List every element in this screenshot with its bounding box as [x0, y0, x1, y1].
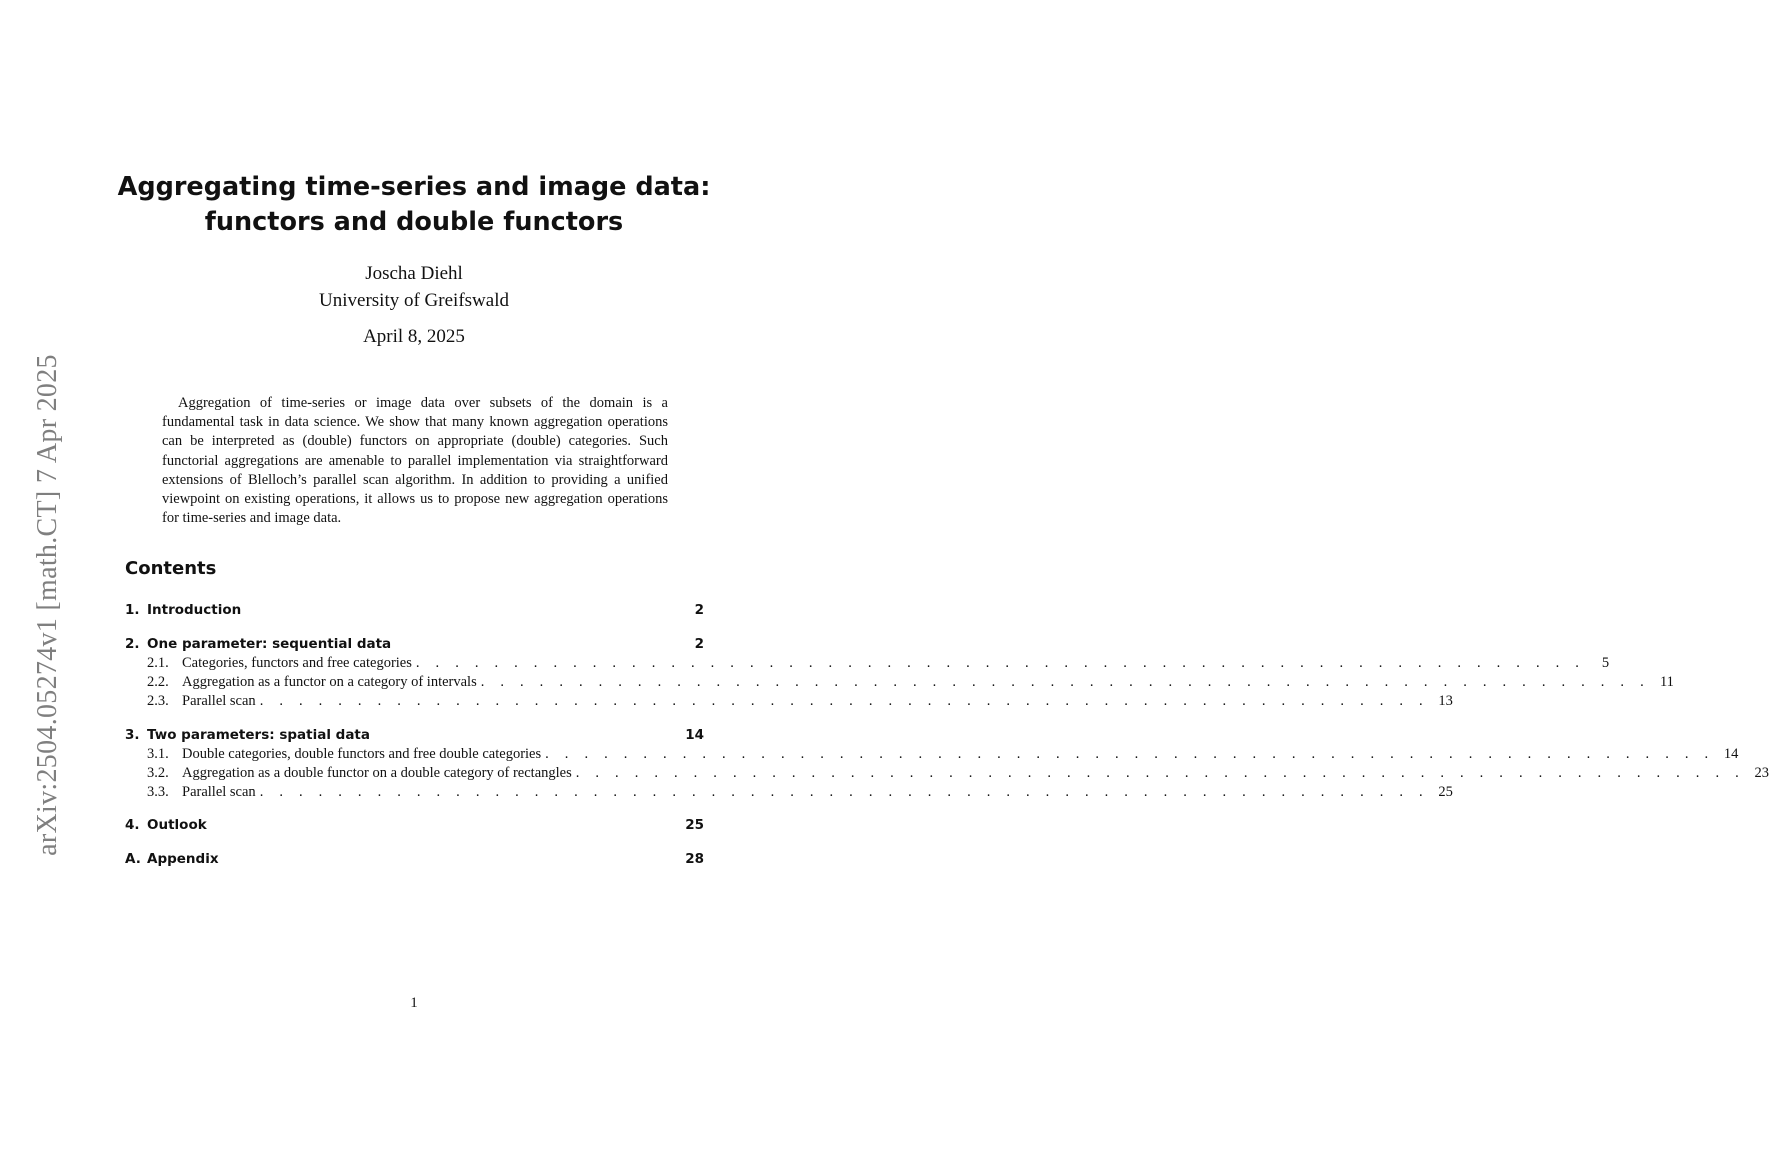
- toc-section-page: 14: [685, 727, 704, 743]
- toc-dot-leader: . . . . . . . . . . . . . . . . . . . . . . . . . . . . . . . . . . . . . . . . . . . . . . . . . . . . . . . . . . . .: [415, 655, 1586, 671]
- toc-section-introduction[interactable]: [125, 602, 704, 621]
- paper-title-line-1: Aggregating time-series and image data:: [117, 172, 711, 202]
- toc-subsection-title: Aggregation as a functor on a category of intervals: [182, 674, 477, 690]
- toc-subsection-page: 25: [1438, 784, 1453, 800]
- toc-dot-leader: . . . . . . . . . . . . . . . . . . . . . . . . . . . . . . . . . . . . . . . . . . . . . . . . . . . . . . . . . . . .: [575, 765, 1745, 781]
- toc-subsection-3-3[interactable]: [125, 784, 1453, 803]
- toc-subsection-number: 3.3.: [147, 784, 169, 800]
- paper-title-line-2: functors and double functors: [204, 207, 624, 237]
- toc-section-number: 3.: [125, 727, 140, 743]
- toc-subsection-page: 11: [1659, 674, 1674, 690]
- toc-subsection-number: 2.3.: [147, 693, 169, 709]
- toc-section-number: 4.: [125, 817, 140, 833]
- toc-section-two-parameters[interactable]: [125, 727, 704, 746]
- toc-subsection-number: 3.1.: [147, 746, 169, 762]
- toc-subsection-title: Parallel scan: [182, 784, 256, 800]
- toc-subsection-page: 14: [1723, 746, 1739, 762]
- toc-section-page: 25: [685, 817, 704, 833]
- toc-subsection-title: Categories, functors and free categories: [182, 655, 412, 671]
- contents-heading: Contents: [125, 558, 217, 579]
- toc-section-number: 1.: [125, 602, 140, 618]
- toc-section-number: 2.: [125, 636, 140, 652]
- toc-dot-leader: . . . . . . . . . . . . . . . . . . . . . . . . . . . . . . . . . . . . . . . . . . . . . . . . . . . . . . . . . . . .: [545, 746, 1715, 762]
- toc-section-number: A.: [125, 851, 141, 867]
- toc-dot-leader: . . . . . . . . . . . . . . . . . . . . . . . . . . . . . . . . . . . . . . . . . . . . . . . . . . . . . . . . . . . .: [259, 784, 1429, 800]
- paper-title: [0, 170, 828, 240]
- toc-section-title: Introduction: [147, 602, 242, 618]
- toc-subsection-page: 23: [1754, 765, 1769, 781]
- toc-section-title: Two parameters: spatial data: [147, 727, 371, 743]
- toc-subsection-page: 13: [1438, 693, 1453, 709]
- toc-dot-leader: . . . . . . . . . . . . . . . . . . . . . . . . . . . . . . . . . . . . . . . . . . . . . . . . . . . . . . . . . . . .: [480, 674, 1650, 690]
- toc-subsection-2-1[interactable]: [125, 655, 1610, 674]
- toc-section-outlook[interactable]: [125, 817, 704, 836]
- toc-section-title: Appendix: [147, 851, 219, 867]
- abstract: Aggregation of time-series or image data over subsets of the domain is a fundamental task in data science. We show that many known aggregation operations can be interpreted as (double) functors on appropriate (double) categories. Such functorial aggregations are amenable to parallel implementation via straightforward extensions of Blelloch’s parallel scan algorithm. In addition to providing a unified viewpoint on existing operations, it allows us to propose new aggregation operations for time-series and image data.: [162, 395, 668, 527]
- toc-section-title: One parameter: sequential data: [147, 636, 392, 652]
- page-number: 1: [410, 995, 418, 1011]
- toc-subsection-number: 3.2.: [147, 765, 169, 781]
- toc-dot-leader: . . . . . . . . . . . . . . . . . . . . . . . . . . . . . . . . . . . . . . . . . . . . . . . . . . . . . . . . . . . .: [259, 693, 1429, 709]
- toc-subsection-number: 2.1.: [147, 655, 169, 671]
- toc-section-page: 2: [694, 602, 704, 618]
- toc-section-title: Outlook: [147, 817, 207, 833]
- author-name: Joscha Diehl: [365, 263, 463, 284]
- toc-subsection-page: 5: [1601, 655, 1610, 671]
- author-block: [0, 260, 828, 314]
- toc-subsection-3-2[interactable]: [125, 765, 1769, 784]
- toc-section-one-parameter[interactable]: [125, 636, 704, 655]
- arxiv-identifier: arXiv:2504.05274v1 [math.CT] 7 Apr 2025: [32, 354, 63, 856]
- toc-subsection-2-3[interactable]: [125, 693, 1453, 712]
- toc-subsection-title: Parallel scan: [182, 693, 256, 709]
- author-affiliation: University of Greifswald: [319, 290, 509, 311]
- toc-subsection-title: Double categories, double functors and free double categories: [182, 746, 542, 762]
- toc-subsection-title: Aggregation as a double functor on a double category of rectangles: [182, 765, 572, 781]
- publication-date: April 8, 2025: [363, 326, 465, 347]
- toc-section-page: 28: [685, 851, 704, 867]
- toc-section-appendix[interactable]: [125, 851, 704, 870]
- toc-section-page: 2: [694, 636, 704, 652]
- toc-subsection-number: 2.2.: [147, 674, 169, 690]
- toc-subsection-2-2[interactable]: [125, 674, 1674, 693]
- toc-subsection-3-1[interactable]: [125, 746, 1739, 765]
